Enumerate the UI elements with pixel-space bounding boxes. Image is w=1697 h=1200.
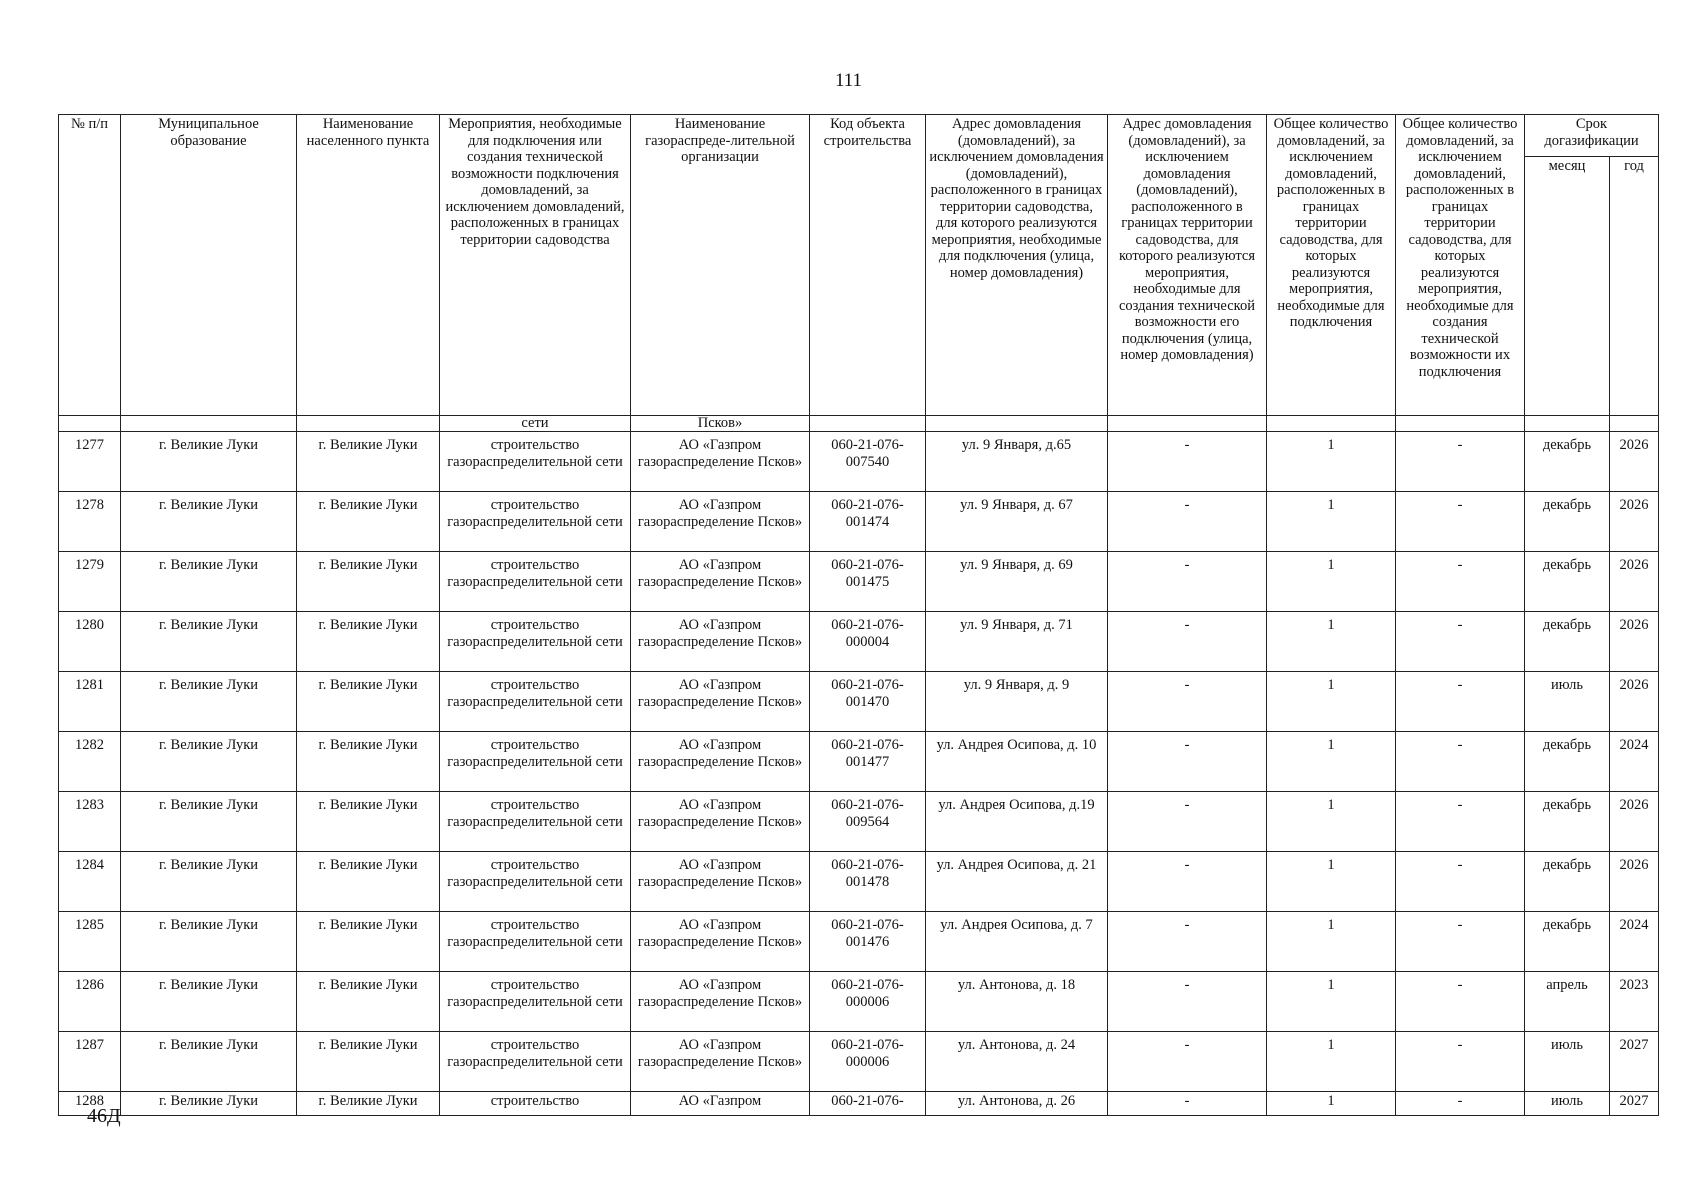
cell-month: декабрь bbox=[1525, 852, 1610, 912]
header-measures: Мероприятия, необходимые для подключения или создания технической возможности подключения домовладений, за исключением домовладений, расположенных в границах территории садоводства bbox=[440, 115, 631, 416]
cell-measure: строительство газораспределительной сети bbox=[440, 492, 631, 552]
cell-gdo: АО «Газпром газораспределение Псков» bbox=[631, 612, 810, 672]
table-row bbox=[59, 612, 1659, 672]
gasification-table bbox=[58, 114, 1659, 1116]
cell-num: 1278 bbox=[59, 492, 121, 552]
table-row bbox=[59, 792, 1659, 852]
cell-address: ул. 9 Января, д. 69 bbox=[926, 552, 1108, 612]
header-total-connect: Общее количество домовладений, за исключением домовладений, расположенных в границах территории садоводства, для которых реализуются мероприятия, необходимые для подключения bbox=[1267, 115, 1396, 416]
cell-year: 2026 bbox=[1610, 612, 1659, 672]
cell-settlement: г. Великие Луки bbox=[297, 672, 440, 732]
table-row bbox=[59, 1092, 1659, 1116]
cell bbox=[1267, 416, 1396, 432]
cell-year: 2027 bbox=[1610, 1092, 1659, 1116]
cell-address: ул. Антонова, д. 18 bbox=[926, 972, 1108, 1032]
cell-code: 060-21-076-000004 bbox=[810, 612, 926, 672]
cell-total-tech: - bbox=[1396, 972, 1525, 1032]
table-row bbox=[59, 552, 1659, 612]
cell-gdo: АО «Газпром газораспределение Псков» bbox=[631, 792, 810, 852]
header-num: № п/п bbox=[59, 115, 121, 416]
cell-address: ул. Андрея Осипова, д. 21 bbox=[926, 852, 1108, 912]
cell-measure: сети bbox=[440, 416, 631, 432]
cell-total-tech: - bbox=[1396, 912, 1525, 972]
cell-total-tech: - bbox=[1396, 792, 1525, 852]
cell-total: 1 bbox=[1267, 912, 1396, 972]
cell-total: 1 bbox=[1267, 552, 1396, 612]
cell-total-tech: - bbox=[1396, 1032, 1525, 1092]
cell-measure: строительство газораспределительной сети bbox=[440, 792, 631, 852]
cell-total-tech: - bbox=[1396, 492, 1525, 552]
cell-total: 1 bbox=[1267, 972, 1396, 1032]
cell-total-tech: - bbox=[1396, 852, 1525, 912]
cell-code: 060-21-076-000006 bbox=[810, 1032, 926, 1092]
cell-total-tech: - bbox=[1396, 672, 1525, 732]
cell-municipality: г. Великие Луки bbox=[121, 612, 297, 672]
cell-address: ул. Антонова, д. 26 bbox=[926, 1092, 1108, 1116]
cell-gdo: АО «Газпром газораспределение Псков» bbox=[631, 732, 810, 792]
cell-total-tech: - bbox=[1396, 732, 1525, 792]
cell-address-garden: - bbox=[1108, 912, 1267, 972]
cell-total: 1 bbox=[1267, 1032, 1396, 1092]
cell-address-garden: - bbox=[1108, 672, 1267, 732]
table-row bbox=[59, 492, 1659, 552]
cell-year: 2026 bbox=[1610, 492, 1659, 552]
cell-num: 1282 bbox=[59, 732, 121, 792]
cell-measure: строительство bbox=[440, 1092, 631, 1116]
cell bbox=[926, 416, 1108, 432]
cell-address: ул. 9 Января, д.65 bbox=[926, 432, 1108, 492]
cell-gdo: АО «Газпром газораспределение Псков» bbox=[631, 1032, 810, 1092]
cell-settlement: г. Великие Луки bbox=[297, 912, 440, 972]
cell-month: декабрь bbox=[1525, 612, 1610, 672]
cell-code: 060-21-076-009564 bbox=[810, 792, 926, 852]
table-row bbox=[59, 972, 1659, 1032]
cell-total: 1 bbox=[1267, 672, 1396, 732]
cell-num: 1286 bbox=[59, 972, 121, 1032]
cell-code: 060-21-076-000006 bbox=[810, 972, 926, 1032]
cell-address-garden: - bbox=[1108, 972, 1267, 1032]
cell bbox=[1396, 416, 1525, 432]
cell-measure: строительство газораспределительной сети bbox=[440, 912, 631, 972]
cell-gdo: АО «Газпром газораспределение Псков» bbox=[631, 672, 810, 732]
cell bbox=[297, 416, 440, 432]
header-total-tech: Общее количество домовладений, за исключением домовладений, расположенных в границах территории садоводства, для которых реализуются мероприятия, необходимые для создания технической возможности их подключения bbox=[1396, 115, 1525, 416]
table-header-row bbox=[59, 115, 1659, 157]
cell bbox=[1525, 416, 1610, 432]
header-month: месяц bbox=[1525, 157, 1610, 416]
cell-address: ул. 9 Января, д. 67 bbox=[926, 492, 1108, 552]
cell-address: ул. Андрея Осипова, д. 10 bbox=[926, 732, 1108, 792]
cell-address-garden: - bbox=[1108, 1032, 1267, 1092]
cell bbox=[810, 416, 926, 432]
cell-gdo: АО «Газпром газораспределение Псков» bbox=[631, 972, 810, 1032]
cell-year: 2026 bbox=[1610, 852, 1659, 912]
cell-municipality: г. Великие Луки bbox=[121, 972, 297, 1032]
cell-year: 2024 bbox=[1610, 912, 1659, 972]
cell-total: 1 bbox=[1267, 1092, 1396, 1116]
cell-settlement: г. Великие Луки bbox=[297, 492, 440, 552]
page-number: 111 bbox=[834, 70, 863, 91]
cell-num: 1280 bbox=[59, 612, 121, 672]
cell-address-garden: - bbox=[1108, 492, 1267, 552]
cell-measure: строительство газораспределительной сети bbox=[440, 852, 631, 912]
cell-address: ул. Андрея Осипова, д. 7 bbox=[926, 912, 1108, 972]
cell-total-tech: - bbox=[1396, 1092, 1525, 1116]
cell-settlement: г. Великие Луки bbox=[297, 1092, 440, 1116]
cell-code: 060-21-076-001478 bbox=[810, 852, 926, 912]
cell-month: декабрь bbox=[1525, 792, 1610, 852]
cell-year: 2026 bbox=[1610, 672, 1659, 732]
header-deadline: Срок догазификации bbox=[1525, 115, 1659, 157]
cell bbox=[59, 416, 121, 432]
cell-address: ул. 9 Января, д. 9 bbox=[926, 672, 1108, 732]
table-row bbox=[59, 1032, 1659, 1092]
cell bbox=[1108, 416, 1267, 432]
table-row bbox=[59, 852, 1659, 912]
continuation-row bbox=[59, 416, 1659, 432]
cell-municipality: г. Великие Луки bbox=[121, 1032, 297, 1092]
header-gdo: Наименование газораспреде-лительной организации bbox=[631, 115, 810, 416]
cell bbox=[1610, 416, 1659, 432]
cell-address-garden: - bbox=[1108, 1092, 1267, 1116]
cell-settlement: г. Великие Луки bbox=[297, 612, 440, 672]
cell-year: 2026 bbox=[1610, 432, 1659, 492]
cell-municipality: г. Великие Луки bbox=[121, 792, 297, 852]
cell-year: 2024 bbox=[1610, 732, 1659, 792]
cell-code: 060-21-076-001470 bbox=[810, 672, 926, 732]
cell-code: 060-21-076-001477 bbox=[810, 732, 926, 792]
cell-month: апрель bbox=[1525, 972, 1610, 1032]
cell-settlement: г. Великие Луки bbox=[297, 432, 440, 492]
table-row bbox=[59, 912, 1659, 972]
header-address-garden: Адрес домовладения (домовладений), за исключением домовладения (домовладений), расположенного в границах территории садоводства, для которого реализуются мероприятия, необходимые для создания технической возможности его подключения (улица, номер домовладения) bbox=[1108, 115, 1267, 416]
cell-gdo: АО «Газпром газораспределение Псков» bbox=[631, 852, 810, 912]
cell-total-tech: - bbox=[1396, 612, 1525, 672]
cell-year: 2026 bbox=[1610, 552, 1659, 612]
cell-total: 1 bbox=[1267, 432, 1396, 492]
cell-measure: строительство газораспределительной сети bbox=[440, 552, 631, 612]
cell-num: 1287 bbox=[59, 1032, 121, 1092]
cell-settlement: г. Великие Луки bbox=[297, 1032, 440, 1092]
cell-month: декабрь bbox=[1525, 552, 1610, 612]
cell-measure: строительство газораспределительной сети bbox=[440, 672, 631, 732]
cell-month: июль bbox=[1525, 1092, 1610, 1116]
cell-settlement: г. Великие Луки bbox=[297, 732, 440, 792]
cell-gdo: АО «Газпром газораспределение Псков» bbox=[631, 492, 810, 552]
header-object-code: Код объекта строительства bbox=[810, 115, 926, 416]
cell-code: 060-21-076- bbox=[810, 1092, 926, 1116]
cell-municipality: г. Великие Луки bbox=[121, 672, 297, 732]
header-municipality: Муниципальное образование bbox=[121, 115, 297, 416]
table-row bbox=[59, 672, 1659, 732]
cell-gdo: АО «Газпром bbox=[631, 1092, 810, 1116]
cell-municipality: г. Великие Луки bbox=[121, 492, 297, 552]
cell-total: 1 bbox=[1267, 492, 1396, 552]
cell-municipality: г. Великие Луки bbox=[121, 432, 297, 492]
cell-num: 1288 bbox=[59, 1092, 121, 1116]
cell-num: 1281 bbox=[59, 672, 121, 732]
cell-municipality: г. Великие Луки bbox=[121, 1092, 297, 1116]
header-address: Адрес домовладения (домовладений), за исключением домовладения (домовладений), расположенного в границах территории садоводства, для которого реализуются мероприятия, необходимые для подключения (улица, номер домовладения) bbox=[926, 115, 1108, 416]
cell-month: декабрь bbox=[1525, 732, 1610, 792]
cell-num: 1284 bbox=[59, 852, 121, 912]
cell-num: 1283 bbox=[59, 792, 121, 852]
cell-code: 060-21-076-007540 bbox=[810, 432, 926, 492]
cell-address-garden: - bbox=[1108, 612, 1267, 672]
cell-total: 1 bbox=[1267, 732, 1396, 792]
cell-measure: строительство газораспределительной сети bbox=[440, 432, 631, 492]
cell-num: 1277 bbox=[59, 432, 121, 492]
cell-gdo: АО «Газпром газораспределение Псков» bbox=[631, 432, 810, 492]
cell-year: 2023 bbox=[1610, 972, 1659, 1032]
cell-measure: строительство газораспределительной сети bbox=[440, 732, 631, 792]
table-row bbox=[59, 432, 1659, 492]
cell-address: ул. Антонова, д. 24 bbox=[926, 1032, 1108, 1092]
cell-code: 060-21-076-001476 bbox=[810, 912, 926, 972]
cell-settlement: г. Великие Луки bbox=[297, 552, 440, 612]
cell-num: 1279 bbox=[59, 552, 121, 612]
cell-year: 2027 bbox=[1610, 1032, 1659, 1092]
cell-code: 060-21-076-001475 bbox=[810, 552, 926, 612]
cell-month: июль bbox=[1525, 1032, 1610, 1092]
cell-num: 1285 bbox=[59, 912, 121, 972]
cell-year: 2026 bbox=[1610, 792, 1659, 852]
cell-settlement: г. Великие Луки bbox=[297, 972, 440, 1032]
cell-address-garden: - bbox=[1108, 792, 1267, 852]
cell-municipality: г. Великие Луки bbox=[121, 912, 297, 972]
cell-month: июль bbox=[1525, 672, 1610, 732]
cell-total-tech: - bbox=[1396, 552, 1525, 612]
cell-measure: строительство газораспределительной сети bbox=[440, 972, 631, 1032]
cell-total: 1 bbox=[1267, 852, 1396, 912]
cell bbox=[121, 416, 297, 432]
cell-measure: строительство газораспределительной сети bbox=[440, 1032, 631, 1092]
cell-address: ул. Андрея Осипова, д.19 bbox=[926, 792, 1108, 852]
cell-code: 060-21-076-001474 bbox=[810, 492, 926, 552]
table-row bbox=[59, 732, 1659, 792]
cell-total: 1 bbox=[1267, 612, 1396, 672]
cell-gdo: АО «Газпром газораспределение Псков» bbox=[631, 552, 810, 612]
cell-gdo: АО «Газпром газораспределение Псков» bbox=[631, 912, 810, 972]
cell-address-garden: - bbox=[1108, 732, 1267, 792]
cell-address: ул. 9 Января, д. 71 bbox=[926, 612, 1108, 672]
cell-month: декабрь bbox=[1525, 912, 1610, 972]
footer-code: 46Д bbox=[87, 1105, 121, 1127]
header-settlement: Наименование населенного пункта bbox=[297, 115, 440, 416]
cell-total-tech: - bbox=[1396, 432, 1525, 492]
header-year: год bbox=[1610, 157, 1659, 416]
cell-month: декабрь bbox=[1525, 492, 1610, 552]
cell-address-garden: - bbox=[1108, 552, 1267, 612]
cell-municipality: г. Великие Луки bbox=[121, 552, 297, 612]
cell-total: 1 bbox=[1267, 792, 1396, 852]
cell-municipality: г. Великие Луки bbox=[121, 732, 297, 792]
cell-measure: строительство газораспределительной сети bbox=[440, 612, 631, 672]
cell-address-garden: - bbox=[1108, 432, 1267, 492]
cell-month: декабрь bbox=[1525, 432, 1610, 492]
cell-address-garden: - bbox=[1108, 852, 1267, 912]
cell-gdo: Псков» bbox=[631, 416, 810, 432]
cell-settlement: г. Великие Луки bbox=[297, 852, 440, 912]
cell-municipality: г. Великие Луки bbox=[121, 852, 297, 912]
cell-settlement: г. Великие Луки bbox=[297, 792, 440, 852]
